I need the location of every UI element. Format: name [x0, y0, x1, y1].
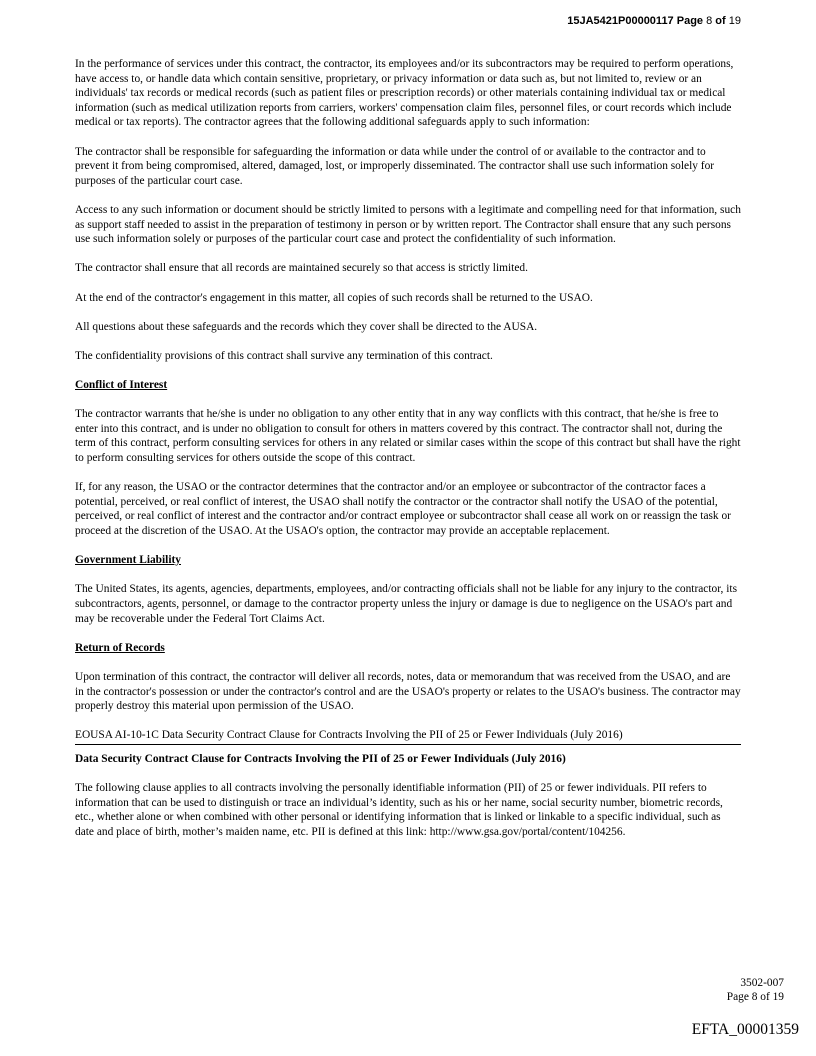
form-number: 3502-007: [740, 977, 784, 989]
document-id: 15JA5421P00000117: [567, 15, 674, 27]
clause-reference: EOUSA AI-10-1C Data Security Contract Clause for Contracts Involving the PII of 25 or Fewer Individuals (July 2016): [75, 728, 741, 745]
bates-number: EFTA_00001359: [691, 1021, 799, 1038]
paragraph-safeguarding: The contractor shall be responsible for safeguarding the information or data while under the control of or available to the contractor and to prevent it from being compromised, altered, damaged, lost, or improperly disseminated. The contractor shall use such information solely for purposes of the particular court case.: [75, 145, 715, 187]
footer-page-label: Page 8 of 19: [726, 990, 784, 1003]
total-pages: 19: [728, 15, 741, 27]
clause-title: Data Security Contract Clause for Contracts Involving the PII of 25 or Fewer Individuals (July 2016): [75, 752, 566, 765]
paragraph-records-secure: The contractor shall ensure that all records are maintained securely so that access is strictly limited.: [75, 262, 528, 275]
page-footer: [727, 977, 784, 1004]
of-word: of: [715, 15, 726, 27]
page-header: [567, 15, 741, 27]
paragraph-questions: All questions about these safeguards and the records which they cover shall be directed to the AUSA.: [75, 320, 538, 333]
paragraph-liability: The United States, its agents, agencies, departments, employees, and/or contracting officials shall not be liable for any injury to the contractor, its subcontractors, agents, personnel, or damage to the contractor property unless the injury or damage is due to negligence on the USAO's part and may be recoverable under the Federal Tort Claims Act.: [75, 583, 738, 625]
paragraph-access: Access to any such information or document should be strictly limited to persons with a legitimate and compelling need for that information, such as support staff needed to assist in the preparation of testimony in person or by written report. The Contractor shall ensure that any such persons use such information solely or purposes of the particular court case and protect the confidentiality of such information.: [75, 203, 741, 246]
paragraph-pii-definition: The following clause applies to all contracts involving the personally identifiable information (PII) of 25 or fewer individuals. PII refers to information that can be used to distinguish or trace an individual’s identity, such as his or her name, social security number, biometric records, etc., whether alone or when combined with other personal or identifying information that is linked or linkable to a specific individual, such as date and place of birth, mother’s maiden name, etc. PII is defined at this link: http://www.gsa.gov/portal/content/104256.: [75, 782, 723, 838]
paragraph-conflict-warranty: The contractor warrants that he/she is under no obligation to any other entity that in any way conflicts with this contract, that he/she is free to enter into this contract, and is under no obligation to consult for others in matters covered by this contract. The contractor shall not, during the term of this contract, perform consulting services for others in any related or similar cases within the scope of this contract but shall have the right to perform consulting services for others outside the scope of this contract.: [75, 408, 741, 465]
page-number: 8: [706, 15, 713, 27]
page-word: Page: [676, 15, 704, 27]
paragraph-return-records: Upon termination of this contract, the contractor will deliver all records, notes, data or memorandum that was received from the USAO, and are in the contractor's possession or under the contractor's control and are the USAO's property or relates to the USAO's business. The contractor may properly destroy this material upon permission of the USAO.: [75, 670, 741, 713]
paragraph-records-return: At the end of the contractor's engagement in this matter, all copies of such records shall be returned to the USAO.: [75, 291, 593, 304]
paragraph-conflict-notify: If, for any reason, the USAO or the contractor determines that the contractor and/or an employee or subcontractor of the contractor faces a potential, perceived, or real conflict of interest, the USAO shall notify the contractor or the contractor shall notify the USAO of the potential, perceived, or real conflict of interest and the contractor and/or contract employee or subcontractor shall cease all work on or reassign the task or proceed at the discretion of the USAO. At the USAO's option, the contractor may provide an acceptable replacement.: [75, 481, 731, 537]
heading-government-liability: Government Liability: [75, 554, 181, 567]
paragraph-sensitive-data: In the performance of services under this contract, the contractor, its employees and/or its subcontractors may be required to perform operations, have access to, or handle data which contain sensitive, proprietary, or privacy information or data such as, but not limited to, review or an individuals' tax records or medical records (such as patient files or prescription records) or other materials containing individual tax or medical information (such as medical utilization reports from carriers, workers' compensation claim files, personnel files, or court records which include medical or tax reports). The contractor agrees that the following additional safeguards apply to such information:: [75, 58, 734, 129]
heading-return-of-records: Return of Records: [75, 641, 165, 654]
heading-conflict-of-interest: Conflict of Interest: [75, 379, 168, 392]
document-body: [75, 57, 741, 854]
paragraph-confidentiality: The confidentiality provisions of this contract shall survive any termination of this contract.: [75, 349, 493, 362]
